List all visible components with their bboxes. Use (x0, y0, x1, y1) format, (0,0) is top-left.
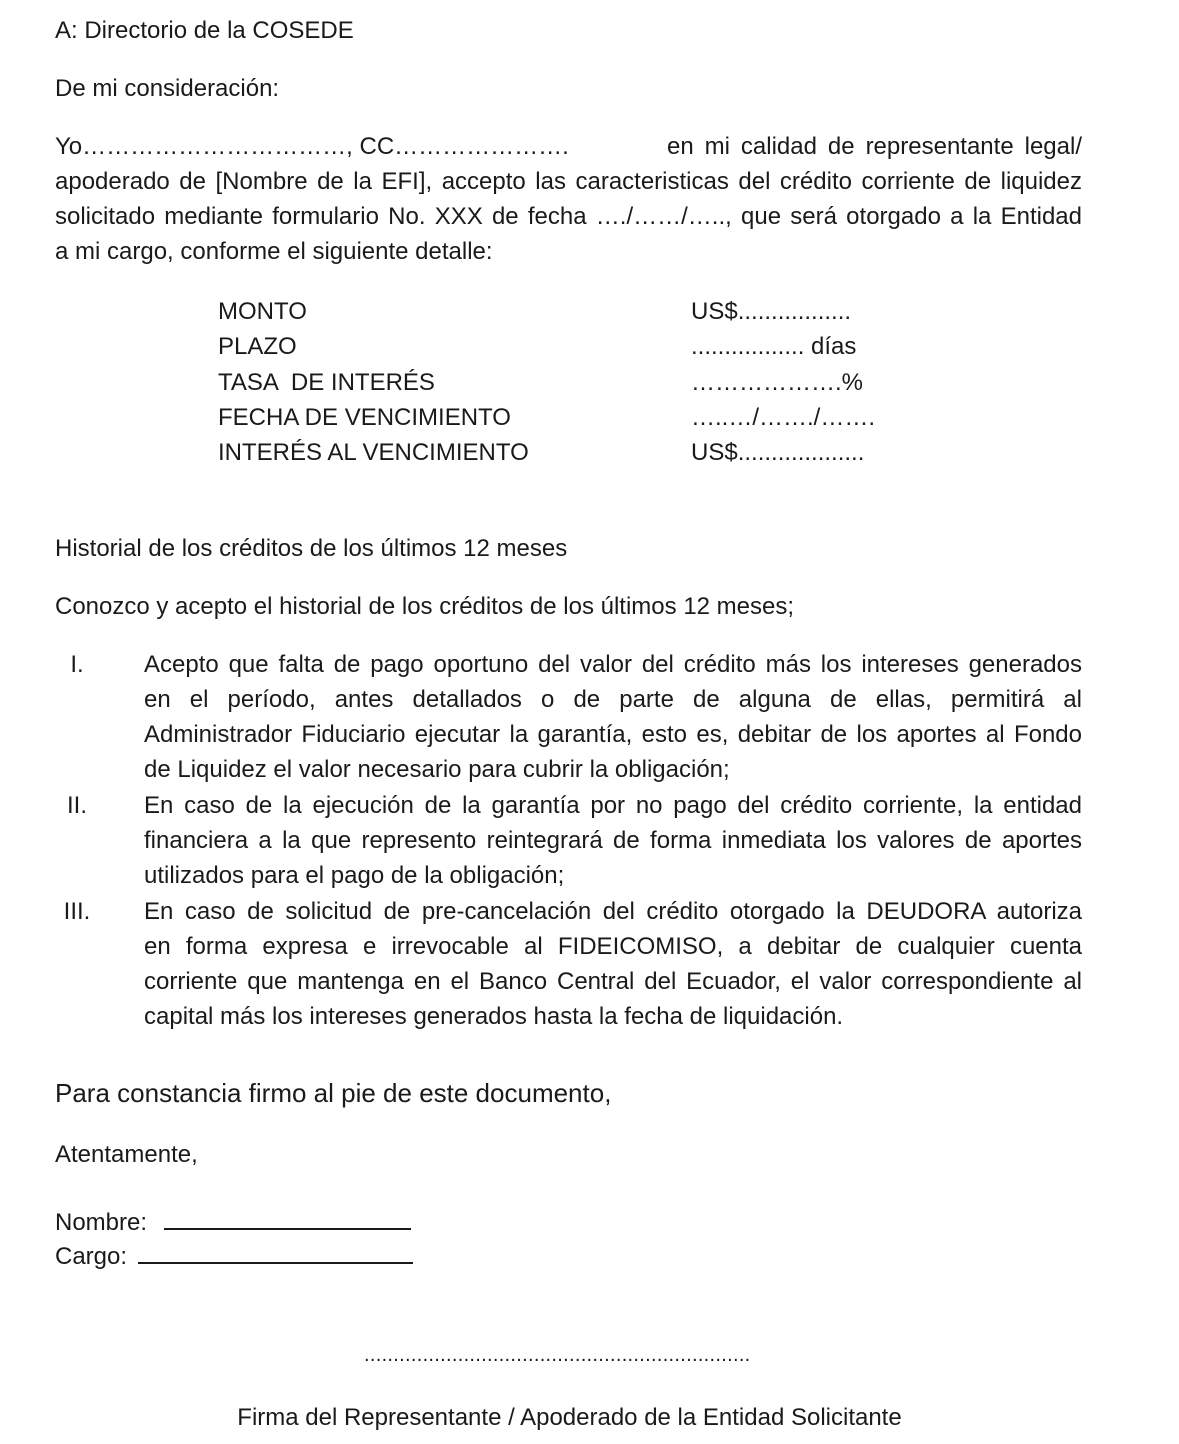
detail-row-tasa (218, 365, 918, 400)
name-signature-line (164, 1202, 411, 1230)
history-statement: Conozco y acepto el historial de los créditos de los últimos 12 meses; (55, 593, 795, 620)
signature-caption: Firma del Representante / Apoderado de la Entidad Solicitante (237, 1404, 902, 1431)
intro-line-1-start: Yo……………………………, CC…………………. (55, 133, 569, 160)
history-title: Historial de los créditos de los últimos 12 meses (55, 535, 568, 562)
recipient-line: A: Directorio de la COSEDE (55, 17, 354, 44)
intro-paragraph (55, 129, 1082, 269)
detail-row-monto (218, 294, 918, 329)
detail-value: US$................... (691, 439, 865, 466)
clause-number: I. (70, 651, 84, 678)
intro-line-4: a mi cargo, conforme el siguiente detalle: (55, 238, 493, 265)
clause-line: de Liquidez el valor necesario para cubrir la obligación; (144, 756, 730, 783)
clause-line: En caso de la ejecución de la garantía por no pago del crédito corriente, la entidad (144, 792, 1082, 819)
clause-line: Administrador Fiduciario ejecutar la garantía, esto es, debitar de los aportes al Fondo (144, 721, 1082, 748)
clause-body (144, 647, 1082, 787)
clause-line: Acepto que falta de pago oportuno del valor del crédito más los intereses generados (144, 651, 1082, 678)
greeting: De mi consideración: (55, 75, 280, 102)
clause-iii (55, 894, 1082, 1035)
clause-number: III. (63, 898, 91, 925)
clause-line: capital más los intereses generados hasta la fecha de liquidación. (144, 1003, 844, 1030)
clause-i (55, 647, 1082, 788)
name-label: Nombre: (55, 1209, 148, 1236)
clause-line: En caso de solicitud de pre-cancelación del crédito otorgado la DEUDORA autoriza (144, 898, 1082, 925)
detail-label: FECHA DE VENCIMIENTO (218, 404, 511, 431)
name-field (55, 1202, 411, 1240)
intro-line-1 (55, 129, 1082, 164)
signature-dots: .................................................................. (364, 1344, 751, 1366)
intro-line-1-end: en mi calidad de representante legal/ (667, 133, 1082, 160)
constancia-line: Para constancia firmo al pie de este documento, (55, 1078, 612, 1108)
clause-body (144, 894, 1082, 1034)
position-signature-line (138, 1236, 413, 1264)
detail-value: US$................. (691, 298, 852, 325)
detail-value: ................. días (691, 333, 857, 360)
intro-line-3: solicitado mediante formulario No. XXX de fecha …./……/….., que será otorgado a la Entidad (55, 203, 1082, 230)
detail-label: MONTO (218, 298, 307, 325)
clause-line: en forma expresa e irrevocable al FIDEICOMISO, a debitar de cualquier cuenta (144, 933, 1082, 960)
clause-number: II. (66, 792, 87, 819)
position-label: Cargo: (55, 1243, 128, 1270)
clause-ii (55, 788, 1082, 894)
detail-label: TASA DE INTERÉS (218, 369, 435, 396)
clause-line: financiera a la que represento reintegrará de forma inmediata los valores de aportes (144, 827, 1082, 854)
detail-row-plazo (218, 329, 918, 364)
detail-row-fecha-vencimiento (218, 400, 918, 435)
clause-line: corriente que mantenga en el Banco Central del Ecuador, el valor correspondiente al (144, 968, 1082, 995)
detail-label: PLAZO (218, 333, 297, 360)
detail-row-interes-vencimiento (218, 435, 918, 470)
regards-line: Atentamente, (55, 1141, 198, 1168)
position-field (55, 1236, 413, 1274)
clause-body (144, 788, 1082, 893)
clause-line: utilizados para el pago de la obligación; (144, 862, 565, 889)
clause-line: en el período, antes detallados o de parte de alguna de ellas, permitirá al (144, 686, 1082, 713)
detail-value: …..…/……./……. (691, 404, 876, 431)
intro-line-2: apoderado de [Nombre de la EFI], accepto las caracteristicas del crédito corriente de liquidez (55, 168, 1082, 195)
detail-value: ……………….% (691, 369, 864, 396)
detail-label: INTERÉS AL VENCIMIENTO (218, 439, 529, 466)
